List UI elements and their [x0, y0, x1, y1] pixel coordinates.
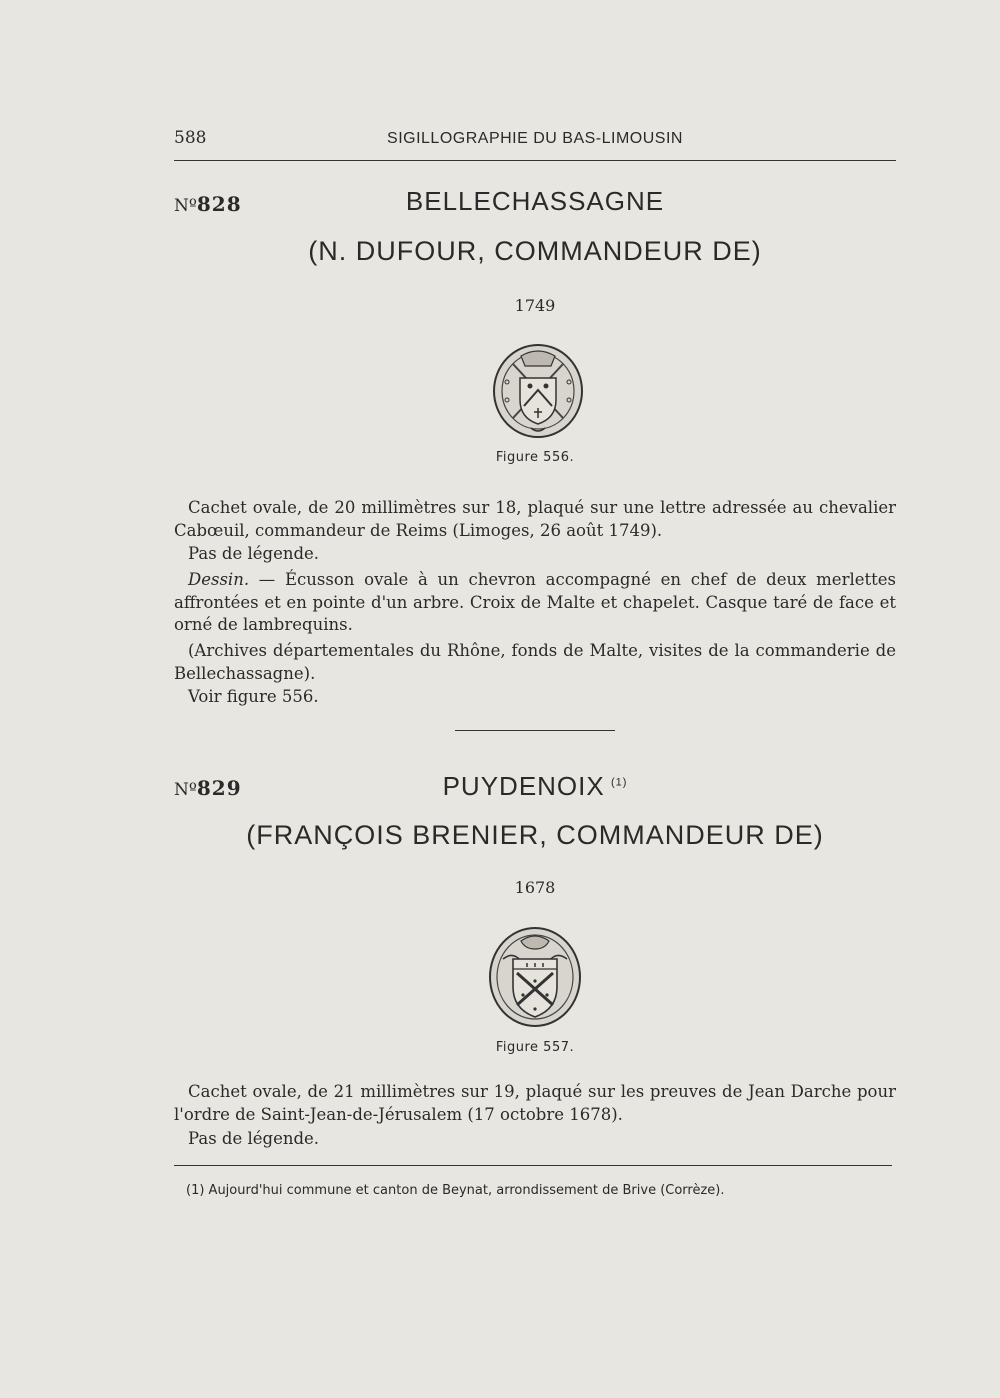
description-paragraph	[174, 1081, 896, 1126]
header-rule	[174, 160, 896, 161]
footnote-rule	[174, 1165, 892, 1166]
entry-number-value: 829	[196, 776, 242, 800]
entry-number-prefix: Nº	[174, 780, 197, 800]
entry-title-text: PUYDENOIX	[442, 771, 605, 801]
seal-image	[491, 342, 585, 440]
source-paragraph	[174, 640, 896, 685]
running-head	[174, 128, 896, 152]
drawing-text: — Écusson ovale à un chevron accompagné en chef de deux merlettes affrontées et en pointe d'un arbre. Croix de Malte et chapelet. Casque taré de face et orné de lambrequins.	[174, 570, 896, 634]
running-title: SIGILLOGRAPHIE DU BAS-LIMOUSIN	[387, 130, 683, 147]
footnote-reference: (1)	[610, 776, 628, 789]
description-text: Cachet ovale, de 20 millimètres sur 18, plaqué sur une lettre adressée au chevalier Cabœuil, commandeur de Reims (Limoges, 26 août 1749).	[174, 498, 896, 540]
figure-caption: Figure 556.	[495, 450, 575, 465]
legend-text: Pas de légende.	[188, 1129, 320, 1148]
entry-date: 1749	[514, 296, 556, 315]
entry-number-prefix: Nº	[174, 196, 197, 216]
entry-date: 1678	[514, 878, 556, 897]
see-figure-paragraph	[174, 686, 896, 709]
see-figure-text: Voir figure 556.	[188, 687, 319, 706]
page-number: 588	[174, 128, 207, 148]
entry-number-value: 828	[196, 192, 242, 216]
entry-subtitle: (N. DUFOUR, COMMANDEUR DE)	[308, 236, 762, 266]
description-text: Cachet ovale, de 21 millimètres sur 19, plaqué sur les preuves de Jean Darche pour l'ordre de Saint-Jean-de-Jérusalem (17 octobre 1678).	[174, 1082, 896, 1124]
section-separator	[455, 730, 615, 731]
entry-title: BELLECHASSAGNE	[405, 186, 665, 216]
legend-paragraph	[174, 1128, 896, 1151]
legend-text: Pas de légende.	[188, 544, 320, 563]
entry-title	[174, 771, 896, 802]
entry-subtitle: (FRANÇOIS BRENIER, COMMANDEUR DE)	[246, 820, 824, 850]
figure-caption: Figure 557.	[495, 1040, 575, 1055]
seal-image	[487, 925, 583, 1029]
description-paragraph	[174, 497, 896, 542]
source-text: (Archives départementales du Rhône, fonds de Malte, visites de la commanderie de Bellechassagne).	[174, 641, 896, 683]
drawing-label: Dessin.	[188, 570, 250, 589]
drawing-paragraph	[174, 569, 896, 637]
legend-paragraph	[174, 543, 896, 566]
footnote: (1) Aujourd'hui commune et canton de Beynat, arrondissement de Brive (Corrèze).	[186, 1183, 725, 1198]
